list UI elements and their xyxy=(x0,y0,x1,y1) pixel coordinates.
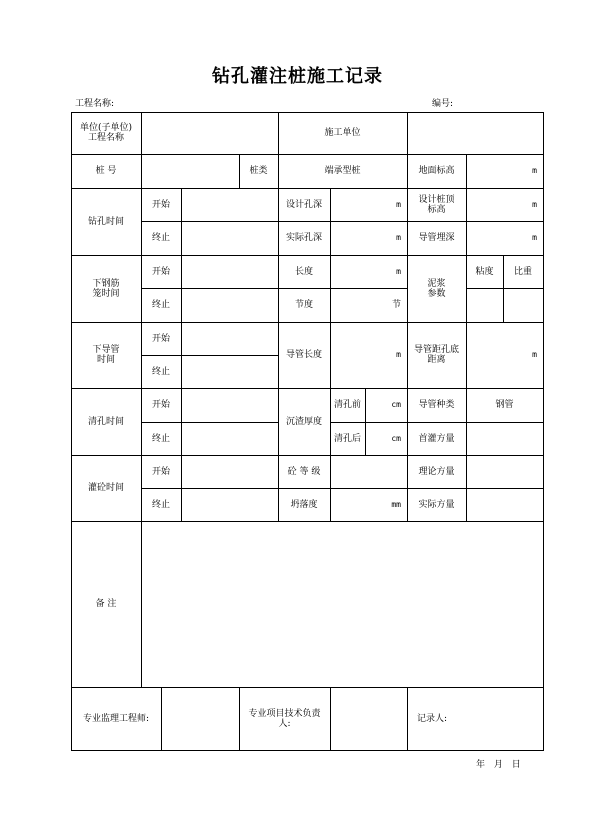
cage-start-label: 开始 xyxy=(151,266,170,277)
casing-depth-unit: m xyxy=(532,233,537,242)
pipe-length-label: 导管长度 xyxy=(285,350,322,360)
mud-params-label xyxy=(407,255,466,322)
design-top-unit: m xyxy=(532,199,537,209)
project-name-label: 工程名称: xyxy=(75,99,115,109)
cage-end-label: 终止 xyxy=(151,300,170,310)
design-depth-label: 设计孔深 xyxy=(285,199,322,210)
tech-lead-signature-field[interactable] xyxy=(330,687,407,750)
tech-lead-label xyxy=(239,687,330,750)
supervisor-label: 专业监理工程师: xyxy=(82,713,150,724)
casing-depth-label: 导管埋深 xyxy=(418,233,455,243)
theoretical-volume-label: 理论方量 xyxy=(418,466,455,477)
actual-volume-field[interactable] xyxy=(466,488,543,521)
remarks-label: 备 注 xyxy=(95,599,117,609)
length-unit: m xyxy=(396,266,401,276)
drilling-start-field[interactable] xyxy=(181,188,278,221)
clean-time-label: 清孔时间 xyxy=(87,416,124,427)
pile-type-label: 桩类 xyxy=(249,166,268,176)
viscosity-field[interactable] xyxy=(466,288,503,322)
date-footer: 年 月 日 xyxy=(476,760,521,770)
slump-label: 坍落度 xyxy=(290,499,318,510)
pipe-length-unit: m xyxy=(396,350,401,359)
clean-start-field[interactable] xyxy=(181,388,278,422)
mud-line2: 参数 xyxy=(427,288,446,299)
concrete-grade-label: 砼 等 级 xyxy=(287,466,321,477)
design-depth-unit: m xyxy=(396,199,401,209)
pipe-time-label xyxy=(71,322,141,388)
specific-gravity-field[interactable] xyxy=(503,288,543,322)
design-top-elevation-label xyxy=(407,188,466,221)
drilling-start-label: 开始 xyxy=(151,199,170,210)
unit-name-line1: 单位(子单位) xyxy=(79,123,133,133)
grid-line xyxy=(543,112,544,751)
pour-start-label: 开始 xyxy=(151,466,170,477)
grid-line xyxy=(71,750,544,751)
pipe-line2: 时间 xyxy=(96,355,115,365)
mud-line1: 泥浆 xyxy=(427,278,446,289)
pipe-start-field[interactable] xyxy=(181,322,278,355)
construction-unit-label: 施工单位 xyxy=(324,128,361,138)
length-label: 长度 xyxy=(294,266,313,277)
design-top-line2: 标高 xyxy=(427,204,446,215)
theoretical-volume-field[interactable] xyxy=(466,455,543,488)
clean-end-label: 终止 xyxy=(151,433,170,444)
ground-elevation-label: 地面标高 xyxy=(418,166,455,176)
pour-end-label: 终止 xyxy=(151,499,170,510)
pipe-bottom-distance-unit: m xyxy=(532,350,537,359)
section-unit: 节 xyxy=(391,300,401,310)
actual-volume-label: 实际方量 xyxy=(418,499,455,510)
pipe-type-label: 导管种类 xyxy=(418,400,455,410)
cage-time-label xyxy=(71,255,141,322)
before-clean-unit: cm xyxy=(391,400,401,409)
first-pour-label: 首灌方量 xyxy=(418,433,455,444)
pour-end-field[interactable] xyxy=(181,488,278,521)
pipe-end-field[interactable] xyxy=(181,355,278,388)
actual-depth-label: 实际孔深 xyxy=(285,233,322,243)
pour-start-field[interactable] xyxy=(181,455,278,488)
pipe-line1: 下导管 xyxy=(92,345,120,355)
slump-unit: mm xyxy=(391,499,401,509)
pipe-start-label: 开始 xyxy=(151,333,170,344)
specific-gravity-label: 比重 xyxy=(513,266,532,277)
unit-name-line2: 工程名称 xyxy=(87,133,124,143)
supervisor-signature-field[interactable] xyxy=(161,687,239,750)
clean-end-field[interactable] xyxy=(181,422,278,455)
pile-number-field[interactable] xyxy=(141,154,239,188)
viscosity-label: 粘度 xyxy=(475,266,494,277)
serial-number-label: 编号: xyxy=(432,99,454,109)
pipe-type-value: 钢管 xyxy=(495,400,514,410)
pipe-bottom-distance-label xyxy=(407,322,466,388)
before-clean-label: 清孔前 xyxy=(333,400,361,410)
first-pour-field[interactable] xyxy=(466,422,543,455)
concrete-grade-field[interactable] xyxy=(330,455,407,488)
pour-time-label: 灌砼时间 xyxy=(87,483,124,493)
clean-start-label: 开始 xyxy=(151,400,170,410)
pile-type-value: 端承型桩 xyxy=(324,166,361,176)
tech-lead-line2: 人: xyxy=(278,718,291,729)
cage-line1: 下钢筋 xyxy=(92,278,120,289)
tech-lead-line1: 专业项目技术负责 xyxy=(248,708,321,719)
design-top-line1: 设计桩顶 xyxy=(418,194,455,205)
document-title: 钻孔灌注桩施工记录 xyxy=(212,66,383,87)
pile-number-label: 桩 号 xyxy=(95,166,117,176)
cage-end-field[interactable] xyxy=(181,288,278,322)
pipe-end-label: 终止 xyxy=(151,366,170,377)
unit-name-label xyxy=(71,112,141,154)
ground-elevation-unit: m xyxy=(532,166,537,175)
pipe-bottom-line1: 导管距孔底 xyxy=(413,345,459,355)
drilling-end-field[interactable] xyxy=(181,221,278,255)
sediment-thickness-label: 沉渣厚度 xyxy=(285,416,322,427)
after-clean-label: 清孔后 xyxy=(333,433,361,444)
drilling-end-label: 终止 xyxy=(151,233,170,243)
recorder-label: 记录人: xyxy=(417,713,448,724)
section-label: 节度 xyxy=(294,300,313,310)
unit-name-field[interactable] xyxy=(141,112,278,154)
cage-line2: 笼时间 xyxy=(92,288,120,299)
actual-depth-unit: m xyxy=(396,233,401,242)
pipe-bottom-line2: 距离 xyxy=(427,355,446,365)
construction-unit-field[interactable] xyxy=(407,112,543,154)
after-clean-unit: cm xyxy=(391,433,401,443)
drilling-time-label: 钻孔时间 xyxy=(87,216,124,227)
remarks-field[interactable] xyxy=(141,521,543,687)
cage-start-field[interactable] xyxy=(181,255,278,288)
